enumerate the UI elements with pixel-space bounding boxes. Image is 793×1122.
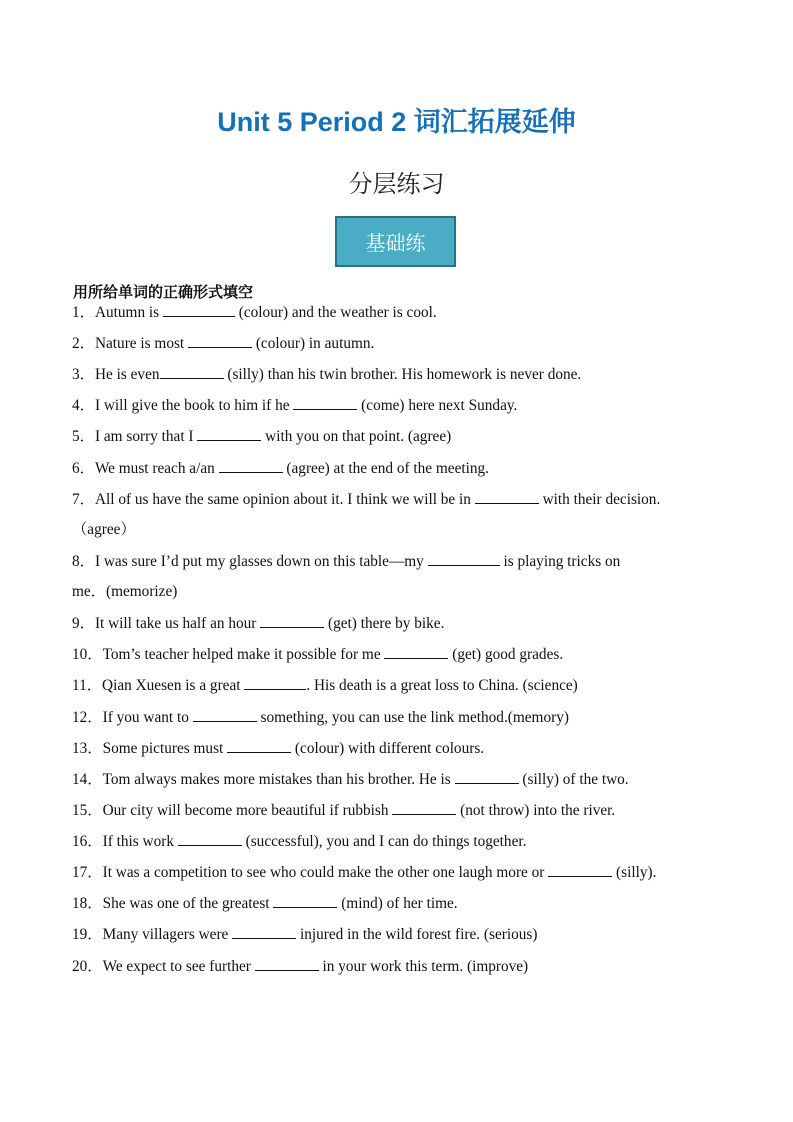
question-5 — [72, 426, 703, 447]
level-label: 基础练 — [365, 231, 426, 255]
question-7-continuation: （agree） — [72, 521, 136, 538]
question-text-before: Some pictures must — [102, 740, 228, 757]
question-text-before: Tom’s teacher helped make it possible for me — [102, 646, 385, 663]
answer-blank[interactable] — [244, 675, 306, 690]
question-text-after: (silly) than his twin brother. His homework is never done. — [223, 366, 582, 383]
question-16 — [72, 831, 703, 852]
answer-blank[interactable] — [197, 426, 261, 441]
question-text-after: (silly) of the two. — [518, 771, 629, 788]
question-number: 6． — [72, 460, 95, 477]
question-number: 9． — [72, 615, 95, 632]
question-text-after: is playing tricks on — [499, 553, 621, 570]
question-text-after: (colour) in autumn. — [252, 335, 375, 352]
question-text-before: I am sorry that I — [94, 428, 198, 445]
answer-blank[interactable] — [227, 738, 291, 753]
question-text-after: (not throw) into the river. — [456, 802, 616, 819]
section-instruction: 用所给单词的正确形式填空 — [73, 283, 254, 301]
question-text-after: (come) here next Sunday. — [357, 397, 518, 414]
question-text-before: I will give the book to him if he — [94, 397, 294, 414]
answer-blank[interactable] — [255, 956, 319, 971]
question-18 — [72, 893, 703, 914]
question-text-after: (successful), you and I can do things together. — [241, 833, 527, 850]
question-text-after: something, you can use the link method.(memory) — [256, 709, 569, 726]
page-title: Unit 5 Period 2 词汇拓展延伸 — [217, 107, 576, 137]
question-number: 12． — [72, 709, 103, 726]
question-number: 4． — [72, 397, 95, 414]
question-text-before: Many villagers were — [102, 926, 233, 943]
question-8 — [72, 551, 703, 572]
page-subtitle: 分层练习 — [348, 170, 445, 198]
question-15 — [72, 800, 703, 821]
question-20 — [72, 956, 703, 977]
question-13 — [72, 738, 703, 759]
question-text-before: If this work — [102, 833, 178, 850]
question-number: 19． — [72, 926, 103, 943]
question-number: 15． — [72, 802, 103, 819]
question-4 — [72, 395, 703, 416]
question-text-after: (get) there by bike. — [324, 615, 445, 632]
question-text-after: in your work this term. (improve) — [318, 958, 529, 975]
question-number: 11． — [72, 677, 103, 694]
question-2 — [72, 333, 703, 354]
answer-blank[interactable] — [273, 893, 337, 908]
question-text-after: with you on that point. (agree) — [261, 428, 452, 445]
answer-blank[interactable] — [293, 395, 357, 410]
question-number: 20． — [72, 958, 103, 975]
answer-blank[interactable] — [160, 364, 224, 379]
question-text-before: It will take us half an hour — [94, 615, 261, 632]
question-number: 7． — [72, 491, 95, 508]
answer-blank[interactable] — [475, 489, 539, 504]
answer-blank[interactable] — [219, 458, 283, 473]
question-text-after: with their decision. — [538, 491, 661, 508]
question-3 — [72, 364, 703, 385]
question-number: 2． — [72, 335, 95, 352]
question-text-after: (mind) of her time. — [337, 895, 458, 912]
question-text-before: It was a competition to see who could make the other one laugh more or — [102, 864, 549, 881]
question-number: 18． — [72, 895, 103, 912]
question-number: 5． — [72, 428, 95, 445]
question-number: 8． — [72, 553, 95, 570]
question-text-after: (get) good grades. — [448, 646, 564, 663]
question-text-after: (silly). — [612, 864, 657, 881]
question-6 — [72, 458, 703, 479]
question-10 — [72, 644, 703, 665]
question-19 — [72, 924, 703, 945]
answer-blank[interactable] — [260, 613, 324, 628]
answer-blank[interactable] — [455, 769, 519, 784]
question-9 — [72, 613, 703, 634]
question-text-before: Autumn is — [94, 304, 163, 321]
answer-blank[interactable] — [193, 707, 257, 722]
question-text-before: All of us have the same opinion about it. I think we will be in — [94, 491, 475, 508]
level-badge — [335, 216, 456, 267]
answer-blank[interactable] — [548, 862, 612, 877]
question-number: 3． — [72, 366, 95, 383]
question-number: 14． — [72, 771, 103, 788]
question-11 — [72, 675, 703, 696]
question-text-before: If you want to — [102, 709, 193, 726]
question-text-after: . His death is a great loss to China. (science) — [306, 677, 578, 694]
question-text-before: Our city will become more beautiful if rubbish — [102, 802, 393, 819]
question-text-before: We must reach a/an — [94, 460, 219, 477]
question-text-before: He is even — [94, 366, 160, 383]
question-number: 1． — [72, 304, 95, 321]
answer-blank[interactable] — [392, 800, 456, 815]
question-text-after: injured in the wild forest fire. (serious) — [296, 926, 538, 943]
answer-blank[interactable] — [178, 831, 242, 846]
question-14 — [72, 769, 703, 790]
question-text-after: (colour) with different colours. — [291, 740, 485, 757]
question-text-after: (agree) at the end of the meeting. — [282, 460, 490, 477]
answer-blank[interactable] — [428, 551, 500, 566]
answer-blank[interactable] — [384, 644, 448, 659]
answer-blank[interactable] — [232, 924, 296, 939]
question-text-before: We expect to see further — [102, 958, 255, 975]
question-17 — [72, 862, 703, 883]
question-text-after: (colour) and the weather is cool. — [234, 304, 437, 321]
question-7 — [72, 489, 703, 510]
question-text-before: Tom always makes more mistakes than his brother. He is — [102, 771, 455, 788]
question-text-before: Qian Xuesen is a great — [102, 677, 245, 694]
question-12 — [72, 707, 703, 728]
question-text-before: I was sure I’d put my glasses down on this table—my — [94, 553, 428, 570]
answer-blank[interactable] — [188, 333, 252, 348]
question-text-before: She was one of the greatest — [102, 895, 274, 912]
question-1 — [72, 302, 703, 323]
question-number: 17． — [72, 864, 103, 881]
question-8-continuation: me．(memorize) — [72, 583, 178, 600]
answer-blank[interactable] — [163, 302, 235, 317]
question-number: 16． — [72, 833, 103, 850]
question-text-before: Nature is most — [94, 335, 188, 352]
question-number: 13． — [72, 740, 103, 757]
question-number: 10． — [72, 646, 103, 663]
